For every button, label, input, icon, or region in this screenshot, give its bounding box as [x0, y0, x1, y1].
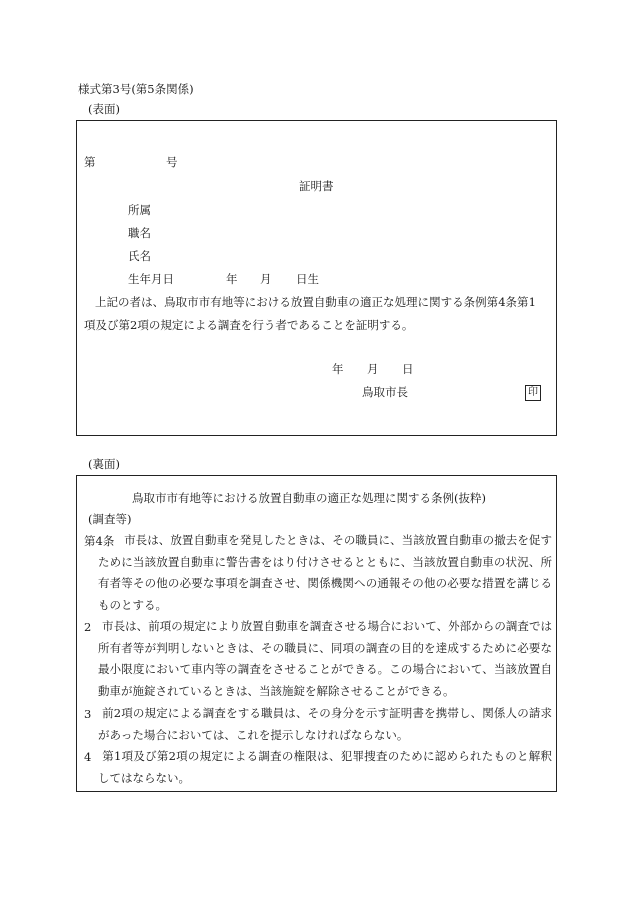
field-birth-day: 日生: [296, 272, 319, 286]
issue-date-year: 年: [332, 362, 344, 376]
clause-4-text: 第1項及び第2項の規定による調査の権限は、犯罪捜査のために認められたものと解釈してはならない。: [98, 749, 552, 785]
field-birth-year: 年: [226, 272, 238, 286]
clause-4-body: [98, 746, 552, 789]
ordinance-title: 鳥取市市有地等における放置自動車の適正な処理に関する条例(抜粋): [132, 491, 486, 505]
section-heading: (調査等): [88, 512, 132, 526]
field-affiliation: 所属: [128, 203, 151, 217]
field-birthdate: 生年月日: [128, 272, 174, 286]
front-label: (表面): [88, 102, 120, 116]
clause-3-number: 3: [84, 707, 92, 721]
form-label: 様式第3号(第5条関係): [78, 82, 194, 96]
clause-3-text: 前2項の規定による調査をする職員は、その身分を示す証明書を携帯し、関係人の請求があった場合においては、これを提示しなければならない。: [98, 706, 552, 742]
certificate-title: 証明書: [299, 179, 334, 193]
certificate-statement-line2: 項及び第2項の規定による調査を行う者であることを証明する。: [84, 318, 414, 332]
clause-2-body: [98, 616, 552, 702]
field-birth-month: 月: [260, 272, 272, 286]
certificate-number-suffix: 号: [166, 155, 178, 169]
article-label: 第4条: [84, 534, 115, 548]
certificate-statement-line1: 上記の者は、鳥取市市有地等における放置自動車の適正な処理に関する条例第4条第1: [95, 295, 536, 309]
clause-2-number: 2: [84, 620, 92, 634]
seal-stamp: 印: [525, 385, 541, 401]
issue-date-day: 日: [402, 362, 414, 376]
clause-4-number: 4: [84, 750, 92, 764]
field-position: 職名: [128, 226, 151, 240]
issue-date-month: 月: [367, 362, 379, 376]
back-label: (裏面): [88, 457, 120, 471]
clause-3-body: [98, 703, 552, 746]
clause-2-text: 市長は、前項の規定により放置自動車を調査させる場合において、外部からの調査では所有者等が判明しないときは、その職員に、同項の調査の目的を達成するために必要な最小限度において車内等の調査をさせることができる。この場合において、当該放置自動車が施錠されているときは、当該施錠を解除させることができる。: [98, 619, 552, 698]
clause-1-text: 市長は、放置自動車を発見したときは、その職員に、当該放置自動車の撤去を促すために当該放置自動車に警告書をはり付けさせるとともに、当該放置自動車の状況、所有者等その他の必要な事項を調査させ、関係機関への通報その他の必要な措置を講じるものとする。: [98, 533, 552, 612]
field-name: 氏名: [128, 249, 151, 263]
clause-1-body: [98, 530, 552, 616]
certificate-number-prefix: 第: [84, 155, 96, 169]
issuer-title: 鳥取市長: [362, 385, 408, 399]
